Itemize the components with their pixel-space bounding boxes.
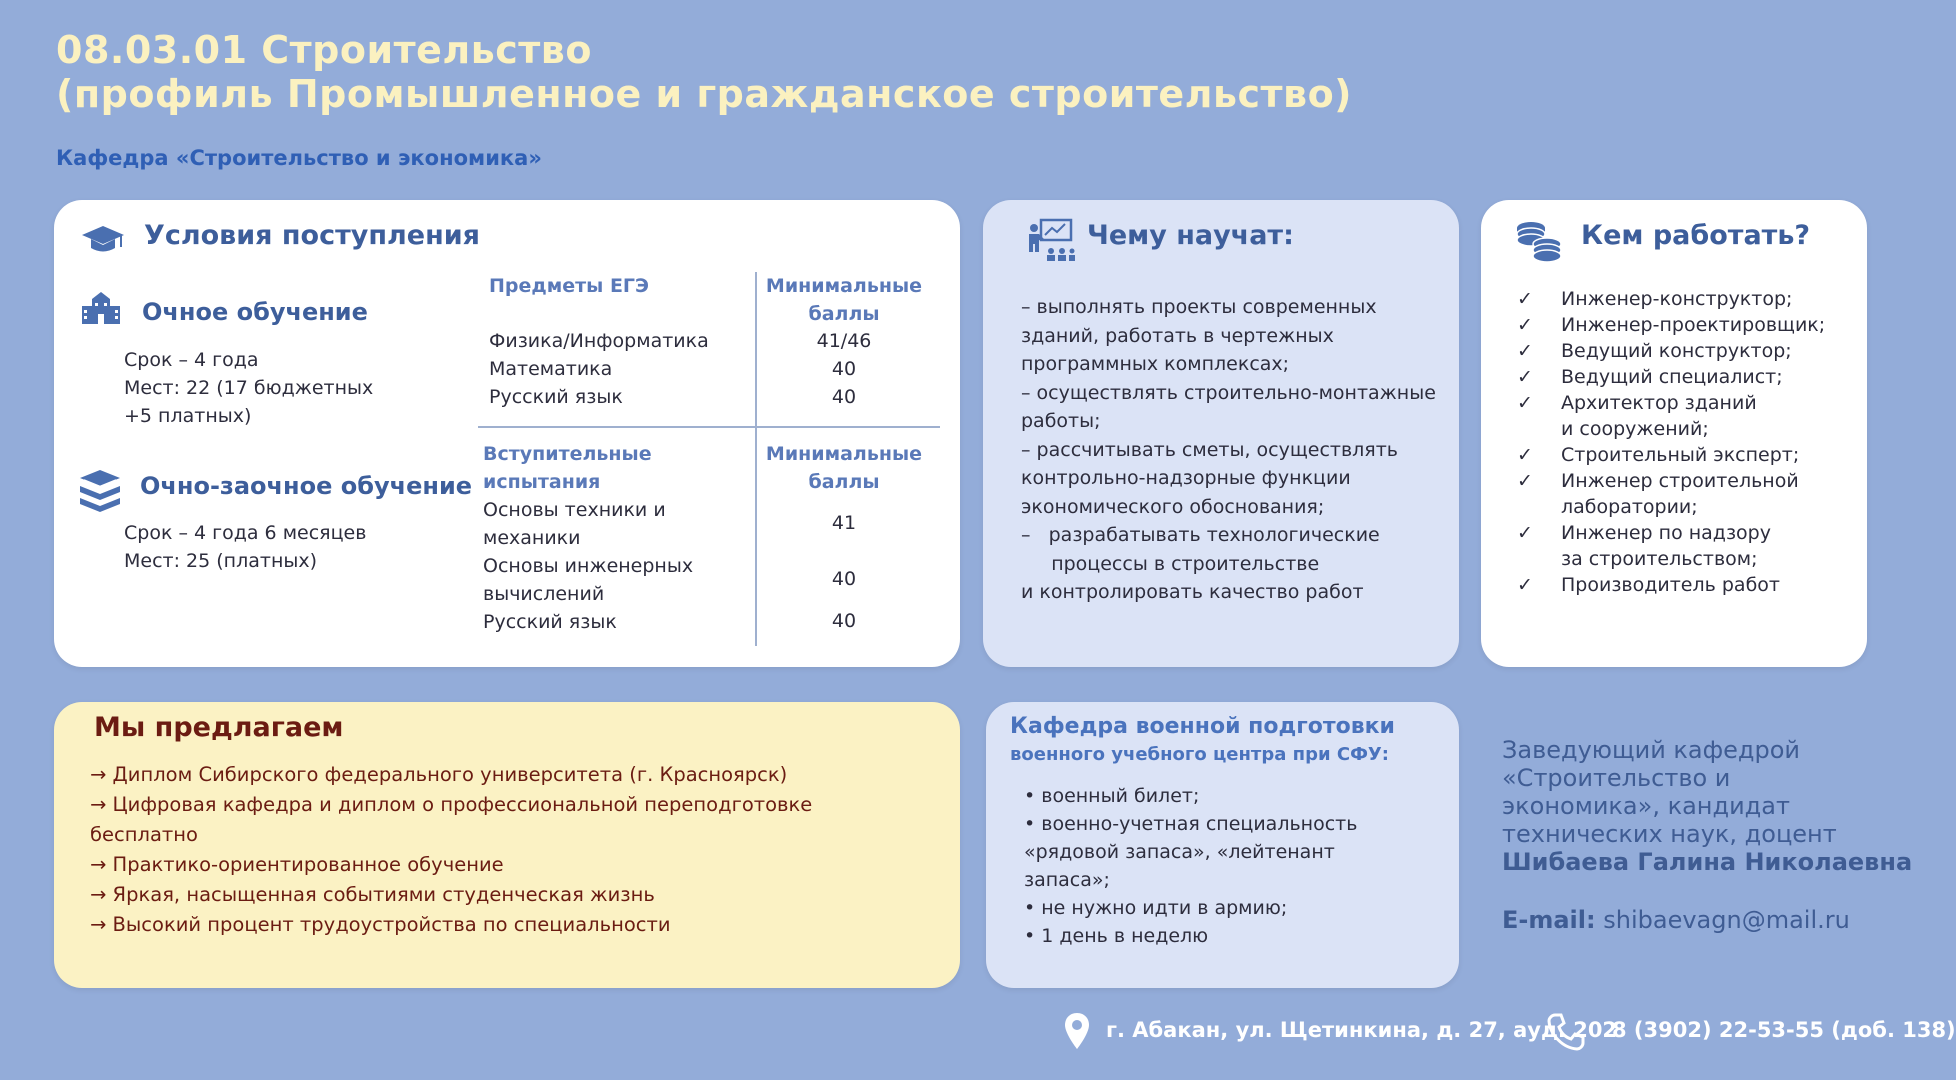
page-title	[56, 28, 1352, 116]
career-title: Кем работать?	[1581, 220, 1811, 251]
part-time-line: Срок – 4 года 6 месяцев	[124, 522, 367, 544]
exam-subject-line: механики	[483, 527, 581, 549]
full-time-details	[124, 346, 373, 430]
learn-line: работы;	[1021, 410, 1101, 432]
career-item	[1517, 572, 1825, 598]
learn-line: – рассчитывать сметы, осуществлять	[1021, 438, 1398, 461]
check-icon: ✓	[1517, 288, 1533, 310]
teacher-board-icon	[1025, 218, 1075, 264]
admission-card	[54, 200, 960, 667]
phone-number: 8 (3902) 22-53-55 (доб. 138)	[1612, 1018, 1956, 1042]
check-icon: ✓	[1517, 366, 1533, 388]
full-time-line: Срок – 4 года	[124, 349, 259, 371]
exam-subject-line: вычислений	[483, 583, 605, 605]
min-score-header-line: баллы	[808, 471, 880, 493]
learn-line: процессы в строительстве	[1021, 552, 1320, 575]
part-time-title: Очно-заочное обучение	[140, 472, 473, 500]
graduation-cap-icon	[80, 224, 126, 254]
head-name: Шибаева Галина Николаевна	[1502, 848, 1913, 876]
offer-line: → Яркая, насыщенная событиями студенческая жизнь	[90, 883, 655, 906]
min-score-header	[754, 272, 934, 328]
career-item-text: Инженер строительной	[1561, 470, 1799, 492]
career-item-text: лаборатории;	[1561, 496, 1698, 518]
career-item	[1517, 364, 1825, 390]
exam-subject-line: Основы инженерных	[483, 555, 694, 577]
military-line: • военно-учетная специальность	[1024, 813, 1358, 835]
exam-score: 40	[831, 568, 857, 590]
ege-score: 41/46	[816, 330, 872, 352]
learn-line: – выполнять проекты современных	[1021, 296, 1377, 318]
career-item-text: Ведущий конструктор;	[1561, 340, 1792, 362]
ege-subject: Математика	[489, 358, 613, 380]
military-title: Кафедра военной подготовки	[1010, 714, 1395, 739]
entrance-exams-header-line: Вступительные	[483, 443, 652, 465]
learn-line: и контролировать качество работ	[1021, 581, 1364, 603]
career-item-text: Инженер-конструктор;	[1561, 288, 1793, 310]
email-link[interactable]: shibaevagn@mail.ru	[1603, 906, 1850, 934]
offer-line: → Диплом Сибирского федерального университета (г. Красноярск)	[90, 763, 788, 786]
ege-score: 40	[831, 358, 857, 380]
email-block	[1502, 906, 1850, 934]
offer-card	[54, 702, 960, 988]
part-time-details	[124, 519, 366, 575]
offer-line: → Высокий процент трудоустройства по специальности	[90, 913, 671, 936]
military-list	[1024, 782, 1357, 950]
address: г. Абакан, ул. Щетинкина, д. 27, ауд. 202	[1106, 1018, 1618, 1042]
title-line-1: 08.03.01 Строительство	[56, 28, 592, 72]
full-time-line: Мест: 22 (17 бюджетных	[124, 377, 374, 399]
military-line: «рядовой запаса», «лейтенант	[1024, 841, 1335, 863]
offer-list	[90, 760, 812, 940]
learn-line: зданий, работать в чертежных	[1021, 324, 1334, 347]
career-item	[1517, 468, 1825, 520]
coins-icon	[1513, 220, 1565, 262]
learn-line: экономического обоснования;	[1021, 495, 1325, 518]
career-item	[1517, 520, 1825, 572]
military-line: • 1 день в неделю	[1024, 925, 1209, 947]
check-icon: ✓	[1517, 522, 1533, 544]
offer-line: → Цифровая кафедра и диплом о профессиональной переподготовке	[90, 793, 813, 816]
title-line-2: (профиль Промышленное и гражданское строительство)	[56, 72, 1353, 116]
career-item-text: Производитель работ	[1561, 574, 1780, 596]
career-item-text: Ведущий специалист;	[1561, 366, 1783, 388]
career-item-text: Архитектор зданий	[1561, 392, 1757, 414]
ege-score: 40	[831, 386, 857, 408]
learn-line: – осуществлять строительно-монтажные	[1021, 381, 1436, 404]
head-line: технических наук, доцент	[1502, 820, 1837, 848]
min-score-header-line: Минимальные	[765, 443, 923, 465]
head-line: экономика», кандидат	[1502, 792, 1790, 820]
department-name: Кафедра «Строительство и экономика»	[56, 146, 542, 170]
entrance-exams-header-line: испытания	[483, 471, 601, 493]
head-line: Заведующий кафедрой	[1502, 736, 1801, 764]
exam-subject: Русский язык	[483, 611, 617, 633]
career-item-text: за строительством;	[1561, 548, 1758, 570]
check-icon: ✓	[1517, 340, 1533, 362]
learn-list	[1021, 293, 1436, 607]
table-horizontal-divider	[478, 426, 940, 428]
exam-score: 40	[831, 610, 857, 632]
location-pin-icon	[1064, 1012, 1090, 1050]
military-line: • не нужно идти в армию;	[1024, 897, 1288, 919]
career-item	[1517, 442, 1825, 468]
exam-subject	[483, 496, 666, 552]
books-stack-icon	[76, 468, 124, 512]
offer-line: → Практико-ориентированное обучение	[90, 853, 504, 876]
exam-score: 41	[831, 512, 857, 534]
career-item-text: Строительный эксперт;	[1561, 444, 1800, 466]
check-icon: ✓	[1517, 470, 1533, 492]
learn-line: контрольно-надзорные функции	[1021, 467, 1351, 489]
military-subtitle: военного учебного центра при СФУ:	[1010, 744, 1390, 765]
career-item	[1517, 286, 1825, 312]
exam-subject-line: Основы техники и	[483, 499, 666, 521]
check-icon: ✓	[1517, 574, 1533, 596]
military-card	[986, 702, 1459, 988]
school-building-icon	[80, 290, 122, 326]
ege-subject: Физика/Информатика	[489, 330, 709, 352]
min-score-header-line: баллы	[808, 303, 880, 325]
career-card	[1481, 200, 1867, 667]
career-list	[1517, 286, 1825, 598]
career-item	[1517, 312, 1825, 338]
check-icon: ✓	[1517, 314, 1533, 336]
career-item	[1517, 338, 1825, 364]
military-line: • военный билет;	[1024, 785, 1200, 807]
head-of-department	[1502, 736, 1912, 876]
min-score-header	[754, 440, 934, 496]
head-line: «Строительство и	[1502, 764, 1731, 792]
email-label: E-mail:	[1502, 906, 1596, 934]
career-item-text: и сооружений;	[1561, 418, 1709, 440]
career-item-text: Инженер по надзору	[1561, 522, 1771, 544]
min-score-header-line: Минимальные	[765, 275, 923, 297]
learn-line: – разрабатывать технологические	[1021, 524, 1380, 546]
entrance-exams-header	[483, 440, 652, 496]
career-item-text: Инженер-проектировщик;	[1561, 314, 1826, 336]
career-item	[1517, 390, 1825, 442]
exam-subject	[483, 552, 693, 608]
phone-icon	[1546, 1012, 1586, 1052]
learn-line: программных комплексах;	[1021, 353, 1290, 375]
full-time-line: +5 платных)	[124, 405, 252, 427]
offer-line: бесплатно	[90, 823, 198, 846]
learn-card	[983, 200, 1459, 667]
offer-title: Мы предлагаем	[94, 712, 344, 743]
part-time-line: Мест: 25 (платных)	[124, 550, 318, 572]
military-line: запаса»;	[1024, 869, 1110, 891]
check-icon: ✓	[1517, 392, 1533, 414]
ege-subjects-header: Предметы ЕГЭ	[489, 275, 649, 297]
check-icon: ✓	[1517, 444, 1533, 466]
ege-subject: Русский язык	[489, 386, 623, 408]
learn-title: Чему научат:	[1087, 220, 1294, 251]
admission-title: Условия поступления	[144, 220, 480, 251]
full-time-title: Очное обучение	[142, 298, 368, 326]
